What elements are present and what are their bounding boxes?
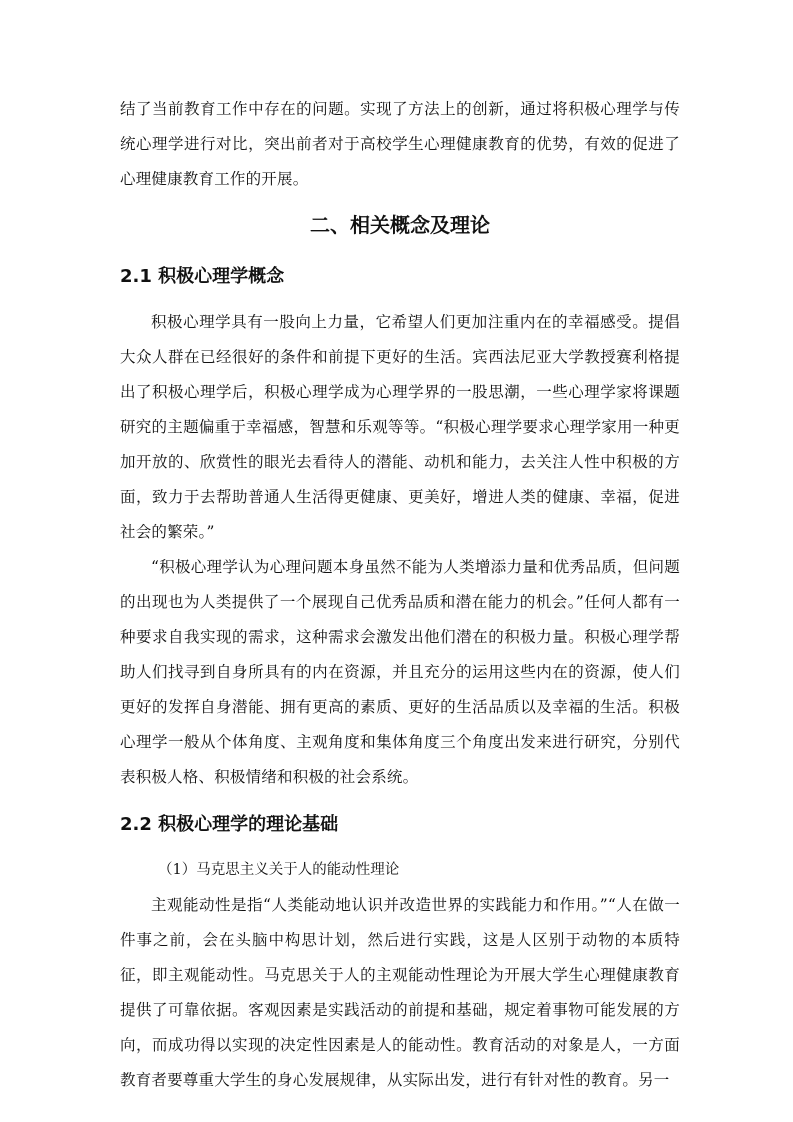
section-2-1-title: 2.1 积极心理学概念 (120, 266, 285, 287)
chapter-title: 二、相关概念及理论 (310, 213, 490, 237)
section-2-2-title: 2.2 积极心理学的理论基础 (120, 814, 339, 835)
document-page (120, 92, 680, 1098)
section-2-1-paragraph-2: “积极心理学认为心理问题本身虽然不能为人类增添力量和优秀品质，但问题的出现也为人类提供了一个展现自己优秀品质和潜在能力的机会。”任何人都有一种要求自我实现的需求，这种需求会激发出他们潜在的积极力量。积极心理学帮助人们找寻到自身所具有的内在资源，并且充分的运用这些内在的资源，使人们更好的发挥自身潜能、拥有更高的素质、更好的生活品质以及幸福的生活。积极心理学一般从个体角度、主观角度和集体角度三个角度出发来进行研究，分别代表积极人格、积极情绪和积极的社会系统。 (120, 558, 680, 786)
section-2-1-paragraph-1: 积极心理学具有一股向上力量，它希望人们更加注重内在的幸福感受。提倡大众人群在已经很好的条件和前提下更好的生活。宾西法尼亚大学教授赛利格提出了积极心理学后，积极心理学成为心理学界的一股思潮，一些心理学家将课题研究的主题偏重于幸福感，智慧和乐观等等。“积极心理学要求心理学家用一种更加开放的、欣赏性的眼光去看待人的潜能、动机和能力，去关注人性中积极的方面，致力于去帮助普通人生活得更健康、更美好，增进人类的健康、幸福，促进社会的繁荣。” (120, 313, 680, 541)
section-2-2-subheading: （1）马克思主义关于人的能动性理论 (158, 862, 400, 878)
continuation-paragraph: 结了当前教育工作中存在的问题。实现了方法上的创新，通过将积极心理学与传统心理学进行对比，突出前者对于高校学生心理健康教育的优势，有效的促进了心理健康教育工作的开展。 (120, 100, 680, 188)
section-2-2-paragraph: 主观能动性是指“人类能动地认识并改造世界的实践能力和作用。”“人在做一件事之前，会在头脑中构思计划，然后进行实践，这是人区别于动物的本质特征，即主观能动性。马克思关于人的主观能动性理论为开展大学生心理健康教育提供了可靠依据。客观因素是实践活动的前提和基础，规定着事物可能发展的方向，而成功得以实现的决定性因素是人的能动性。教育活动的对象是人，一方面教育者要尊重大学生的身心发展规律，从实际出发，进行有针对性的教育。另一 (120, 896, 680, 1089)
